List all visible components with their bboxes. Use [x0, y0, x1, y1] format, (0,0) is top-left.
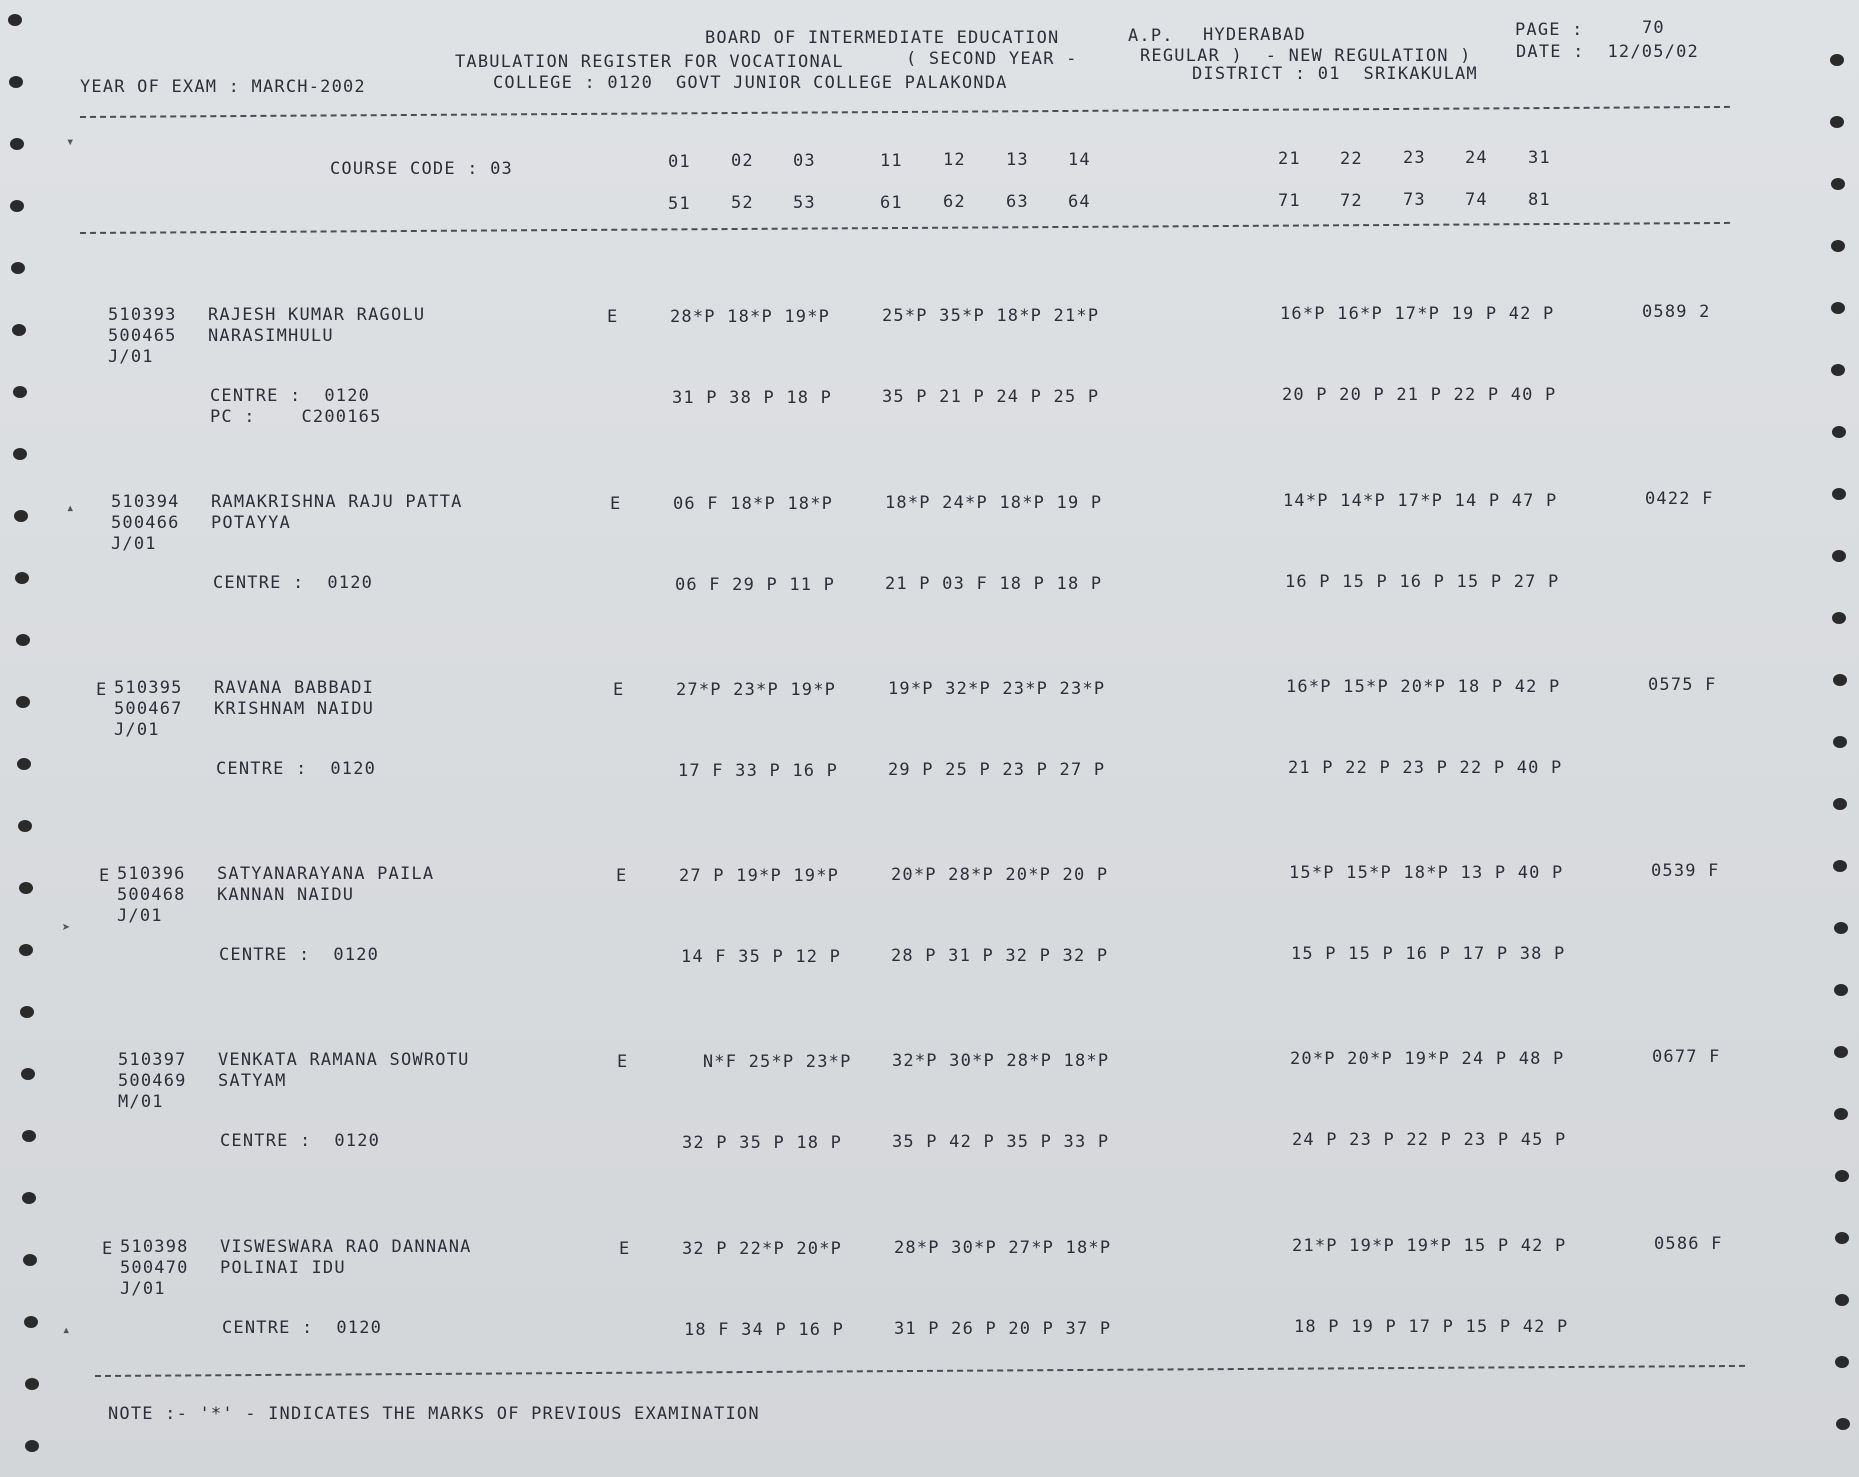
hall-ticket-number: 510396: [117, 864, 186, 884]
college-label: COLLEGE : 0120 GOVT JUNIOR COLLEGE PALAKONDA: [493, 73, 1008, 93]
subject-code: 71: [1278, 191, 1301, 211]
feed-hole: [8, 14, 22, 26]
category-code: J/01: [114, 720, 160, 740]
marks-row2-group-c: 16 P 15 P 16 P 15 P 27 P: [1285, 572, 1560, 592]
subject-code: 31: [1528, 148, 1551, 168]
marks-row2-group-b: 35 P 21 P 24 P 25 P: [882, 387, 1100, 407]
marks-row1-group-c: 16*P 16*P 17*P 19 P 42 P: [1280, 304, 1555, 324]
marks-row2-group-b: 35 P 42 P 35 P 33 P: [892, 1132, 1110, 1152]
state-label: A.P.: [1128, 26, 1174, 46]
marks-row2-group-a: 06 F 29 P 11 P: [675, 575, 836, 595]
feed-hole: [20, 1006, 34, 1018]
marks-row1-group-b: 19*P 32*P 23*P 23*P: [888, 679, 1106, 699]
feed-hole: [1835, 1170, 1849, 1182]
hall-ticket-number: 510397: [118, 1050, 187, 1070]
registration-number: 500468: [117, 885, 186, 905]
subject-code: 72: [1340, 191, 1363, 211]
pen-mark: ▴: [62, 1322, 71, 1338]
footnote: NOTE :- '*' - INDICATES THE MARKS OF PREVIOUS EXAMINATION: [108, 1404, 760, 1424]
subject-code: 62: [943, 192, 966, 212]
marks-row1-group-a: 32 P 22*P 20*P: [682, 1239, 843, 1259]
feed-hole: [1833, 798, 1847, 810]
marks-row1-group-c: 20*P 20*P 19*P 24 P 48 P: [1290, 1049, 1565, 1069]
student-name: RAVANA BABBADI: [214, 678, 375, 698]
course-code: COURSE CODE : 03: [330, 159, 513, 179]
feed-hole: [1832, 550, 1846, 562]
feed-hole: [1831, 178, 1845, 190]
feed-hole: [1832, 488, 1846, 500]
subject-code: 63: [1006, 192, 1029, 212]
feed-hole: [1831, 240, 1845, 252]
marks-row2-group-a: 17 F 33 P 16 P: [678, 761, 839, 781]
student-name: RAMAKRISHNA RAJU PATTA: [211, 492, 463, 512]
category-code: J/01: [108, 347, 154, 367]
year-of-exam: YEAR OF EXAM : MARCH-2002: [80, 77, 366, 97]
feed-hole: [1831, 364, 1845, 376]
feed-hole: [9, 76, 23, 88]
parent-name: POTAYYA: [211, 513, 292, 533]
district-label: DISTRICT : 01 SRIKAKULAM: [1192, 64, 1478, 84]
marks-row1-group-c: 16*P 15*P 20*P 18 P 42 P: [1286, 677, 1561, 697]
feed-hole: [1835, 1294, 1849, 1306]
marks-row2-group-a: 18 F 34 P 16 P: [684, 1320, 845, 1340]
marks-row2-group-c: 20 P 20 P 21 P 22 P 40 P: [1282, 385, 1557, 405]
feed-hole: [17, 758, 31, 770]
feed-hole: [23, 1254, 37, 1266]
feed-hole: [16, 696, 30, 708]
medium-code: E: [617, 1052, 629, 1072]
feed-hole: [13, 448, 27, 460]
total-result: 0575 F: [1648, 675, 1717, 695]
subject-code: 11: [880, 151, 903, 171]
parent-name: POLINAI IDU: [220, 1258, 346, 1278]
medium-code: E: [607, 307, 619, 327]
registration-number: 500469: [118, 1071, 187, 1091]
marks-row2-group-b: 29 P 25 P 23 P 27 P: [888, 760, 1106, 780]
marks-row2-group-c: 18 P 19 P 17 P 15 P 42 P: [1294, 1317, 1569, 1337]
exam-flag: E: [96, 680, 108, 700]
subject-code: 53: [793, 193, 816, 213]
subject-code: 23: [1403, 148, 1426, 168]
subject-code: 81: [1528, 190, 1551, 210]
marks-row2-group-a: 31 P 38 P 18 P: [672, 388, 833, 408]
feed-hole: [1833, 860, 1847, 872]
medium-code: E: [613, 680, 625, 700]
centre-code: CENTRE : 0120: [216, 759, 377, 779]
marks-row1-group-a: 28*P 18*P 19*P: [670, 307, 831, 327]
register-title: TABULATION REGISTER FOR VOCATIONAL: [455, 52, 844, 72]
feed-hole: [10, 200, 24, 212]
feed-hole: [1834, 1046, 1848, 1058]
feed-hole: [13, 386, 27, 398]
feed-hole: [1835, 1356, 1849, 1368]
centre-code: CENTRE : 0120: [219, 945, 380, 965]
student-name: VISWESWARA RAO DANNANA: [220, 1237, 472, 1257]
hall-ticket-number: 510394: [111, 492, 180, 512]
feed-hole: [1830, 116, 1844, 128]
feed-hole: [10, 138, 24, 150]
medium-code: E: [619, 1239, 631, 1259]
registration-number: 500466: [111, 513, 180, 533]
registration-number: 500467: [114, 699, 183, 719]
regulation-label: REGULAR ) - NEW REGULATION ): [1140, 46, 1472, 66]
registration-number: 500465: [108, 326, 177, 346]
student-name: RAJESH KUMAR RAGOLU: [208, 305, 426, 325]
feed-hole: [25, 1378, 39, 1390]
pen-mark: ▾: [66, 134, 75, 150]
marks-row1-group-b: 28*P 30*P 27*P 18*P: [894, 1238, 1112, 1258]
subject-code: 01: [668, 152, 691, 172]
feed-hole: [1834, 1108, 1848, 1120]
feed-hole: [16, 634, 30, 646]
parent-name: KANNAN NAIDU: [217, 885, 355, 905]
feed-hole: [22, 1130, 36, 1142]
marks-row2-group-a: 14 F 35 P 12 P: [681, 947, 842, 967]
feed-hole: [1832, 612, 1846, 624]
total-result: 0589 2: [1642, 302, 1711, 322]
exam-flag: E: [99, 866, 111, 886]
marks-row1-group-a: 27*P 23*P 19*P: [676, 680, 837, 700]
feed-hole: [1831, 302, 1845, 314]
marks-row1-group-c: 21*P 19*P 19*P 15 P 42 P: [1292, 1236, 1567, 1256]
subject-code: 51: [668, 194, 691, 214]
subject-code: 12: [943, 150, 966, 170]
hall-ticket-number: 510395: [114, 678, 183, 698]
feed-hole: [1833, 674, 1847, 686]
feed-hole: [14, 510, 28, 522]
feed-hole: [1832, 426, 1846, 438]
footer-rule: [95, 1365, 1745, 1377]
feed-hole: [1834, 984, 1848, 996]
feed-hole: [1836, 1418, 1850, 1430]
marks-row2-group-b: 31 P 26 P 20 P 37 P: [894, 1319, 1112, 1339]
total-result: 0422 F: [1645, 489, 1714, 509]
parent-name: KRISHNAM NAIDU: [214, 699, 375, 719]
total-result: 0539 F: [1651, 861, 1720, 881]
exam-flag: E: [102, 1239, 114, 1259]
subject-code: 13: [1006, 150, 1029, 170]
parent-name: NARASIMHULU: [208, 326, 334, 346]
marks-row1-group-b: 18*P 24*P 18*P 19 P: [885, 493, 1103, 513]
marks-row1-group-a: N*F 25*P 23*P: [680, 1052, 852, 1072]
total-result: 0677 F: [1652, 1047, 1721, 1067]
feed-hole: [18, 820, 32, 832]
marks-row2-group-c: 15 P 15 P 16 P 17 P 38 P: [1291, 944, 1566, 964]
city-label: HYDERABAD: [1203, 25, 1306, 45]
marks-row1-group-b: 20*P 28*P 20*P 20 P: [891, 865, 1109, 885]
medium-code: E: [616, 866, 628, 886]
marks-row2-group-c: 21 P 22 P 23 P 22 P 40 P: [1288, 758, 1563, 778]
pen-mark: ➤: [62, 920, 71, 936]
parent-name: SATYAM: [218, 1071, 287, 1091]
feed-hole: [11, 262, 25, 274]
hall-ticket-number: 510393: [108, 305, 177, 325]
print-date: DATE : 12/05/02: [1516, 42, 1699, 62]
category-code: J/01: [117, 906, 163, 926]
board-title: BOARD OF INTERMEDIATE EDUCATION: [705, 28, 1060, 48]
subject-code: 64: [1068, 192, 1091, 212]
feed-hole: [22, 1192, 36, 1204]
subject-code: 21: [1278, 149, 1301, 169]
student-name: VENKATA RAMANA SOWROTU: [218, 1050, 470, 1070]
centre-code: CENTRE : 0120: [210, 386, 371, 406]
feed-hole: [1834, 922, 1848, 934]
centre-code: CENTRE : 0120: [213, 573, 374, 593]
feed-hole: [21, 1068, 35, 1080]
feed-hole: [1833, 736, 1847, 748]
subject-code: 22: [1340, 149, 1363, 169]
feed-hole: [15, 572, 29, 584]
page-number: 70: [1642, 18, 1665, 38]
student-name: SATYANARAYANA PAILA: [217, 864, 435, 884]
feed-hole: [19, 944, 33, 956]
feed-hole: [1835, 1232, 1849, 1244]
category-code: J/01: [120, 1279, 166, 1299]
registration-number: 500470: [120, 1258, 189, 1278]
subject-code: 73: [1403, 190, 1426, 210]
subject-code: 14: [1068, 150, 1091, 170]
marks-row1-group-c: 15*P 15*P 18*P 13 P 40 P: [1289, 863, 1564, 883]
medium-code: E: [610, 494, 622, 514]
subject-code: 24: [1465, 148, 1488, 168]
marks-row1-group-a: 06 F 18*P 18*P: [673, 494, 834, 514]
feed-hole: [19, 882, 33, 894]
feed-hole: [12, 324, 26, 336]
hall-ticket-number: 510398: [120, 1237, 189, 1257]
category-code: J/01: [111, 534, 157, 554]
total-result: 0586 F: [1654, 1234, 1723, 1254]
feed-hole: [1830, 54, 1844, 66]
feed-hole: [24, 1316, 38, 1328]
subject-code: 74: [1465, 190, 1488, 210]
subject-code: 52: [731, 193, 754, 213]
year-type: ( SECOND YEAR -: [906, 49, 1078, 69]
page-label: PAGE :: [1515, 20, 1584, 40]
marks-row1-group-a: 27 P 19*P 19*P: [679, 866, 840, 886]
marks-row2-group-b: 28 P 31 P 32 P 32 P: [891, 946, 1109, 966]
header-rule-bottom: [80, 222, 1730, 234]
marks-row1-group-c: 14*P 14*P 17*P 14 P 47 P: [1283, 491, 1558, 511]
centre-code: CENTRE : 0120: [222, 1318, 383, 1338]
marks-row2-group-b: 21 P 03 F 18 P 18 P: [885, 574, 1103, 594]
pc-code: PC : C200165: [210, 407, 382, 427]
subject-code: 03: [793, 151, 816, 171]
marks-row2-group-c: 24 P 23 P 22 P 23 P 45 P: [1292, 1130, 1567, 1150]
subject-code: 61: [880, 193, 903, 213]
centre-code: CENTRE : 0120: [220, 1131, 381, 1151]
feed-hole: [25, 1440, 39, 1452]
category-code: M/01: [118, 1092, 164, 1112]
marks-row1-group-b: 32*P 30*P 28*P 18*P: [892, 1051, 1110, 1071]
subject-code: 02: [731, 151, 754, 171]
marks-row1-group-b: 25*P 35*P 18*P 21*P: [882, 306, 1100, 326]
pen-mark: ▴: [66, 500, 75, 516]
marks-row2-group-a: 32 P 35 P 18 P: [682, 1133, 843, 1153]
header-rule-top: [80, 106, 1730, 118]
